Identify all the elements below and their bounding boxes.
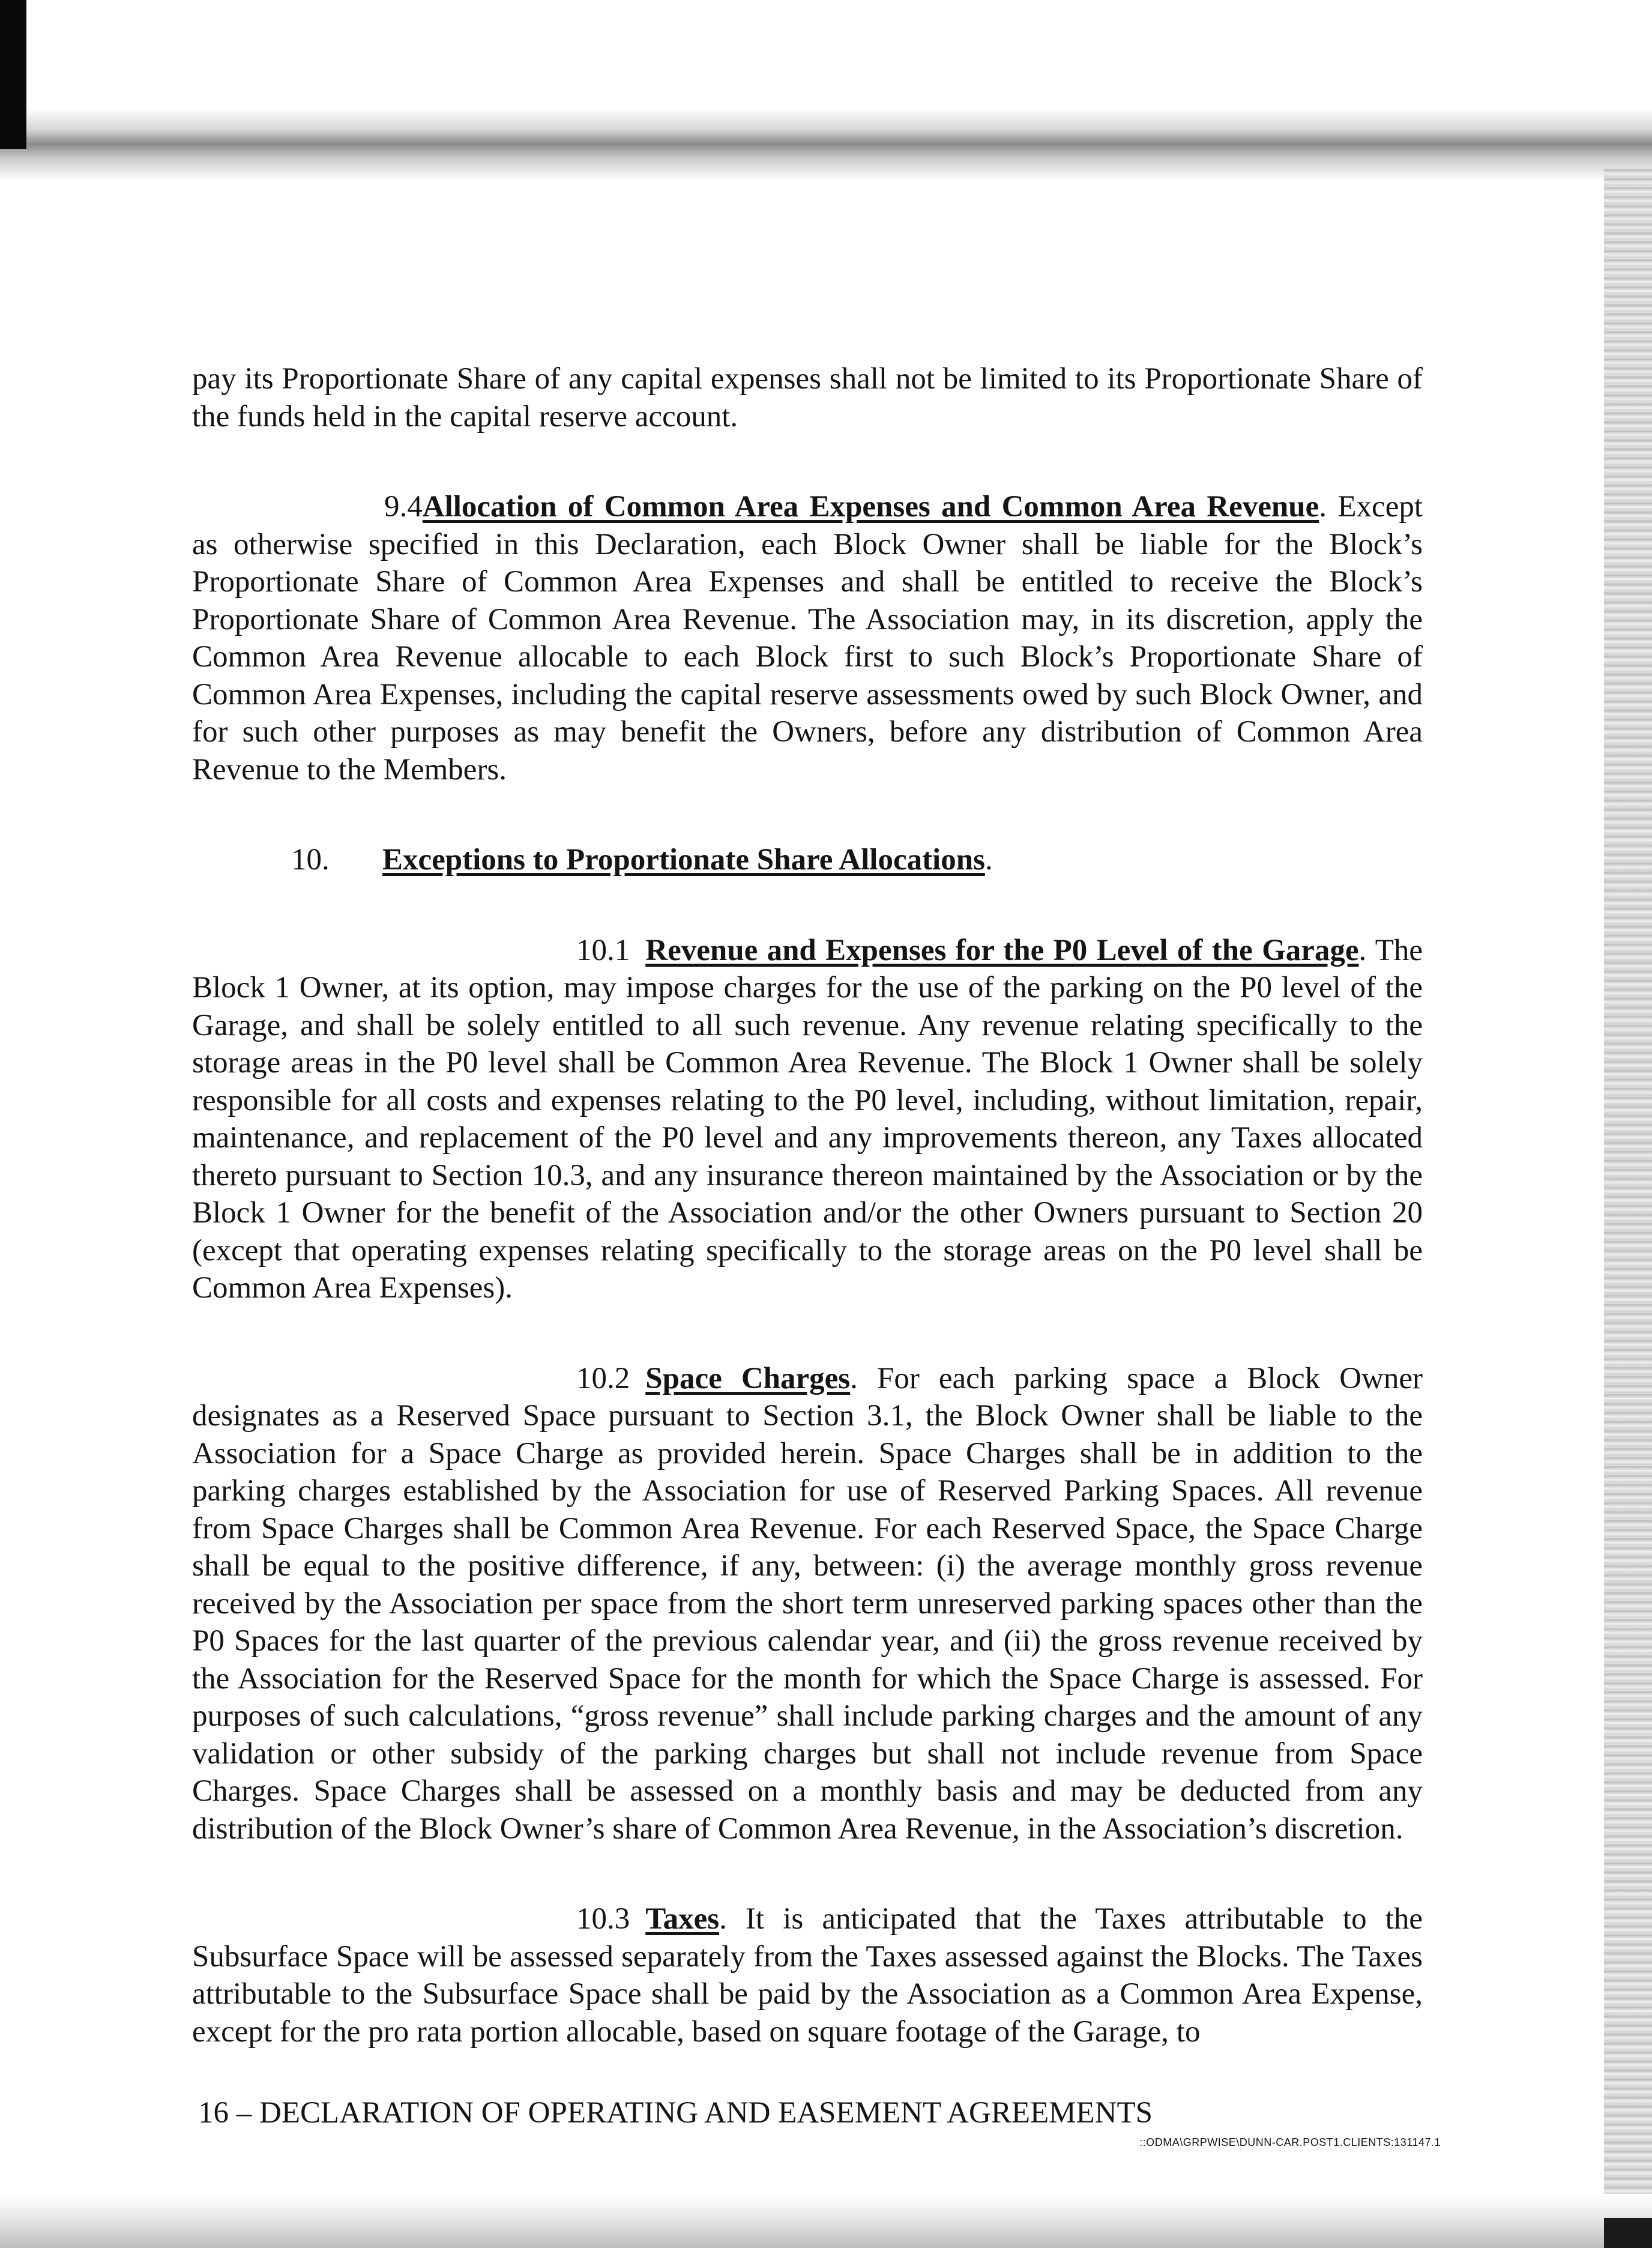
paragraph-gap: [192, 1307, 1423, 1360]
paragraph-gap: [192, 879, 1423, 932]
scan-hole-mark: [1604, 2218, 1652, 2248]
scan-bottom-edge: [0, 2194, 1652, 2248]
section-title: Taxes: [645, 1902, 720, 1936]
paragraph-continuation: pay its Proportionate Share of any capital expenses shall not be limited to its Proportionate Share of the funds held in the capital reserve account.: [192, 362, 1423, 434]
section-body: The Block 1 Owner, at its option, may impose charges for the use of the parking on the P0 level of the Garage, and shall be solely entitled to all such revenue. Any revenue relating specifically to the storage areas in the P0 level shall be Common Area Revenue. The Block 1 Owner shall be solely responsible for all costs and expenses relating to the P0 level, including, without limitation, repair, maintenance, and replacement of the P0 level and any improvements thereon, any Taxes allocated thereto pursuant to Section 10.3, and any insurance thereon maintained by the Association or by the Block 1 Owner for the benefit of the Association and/or the other Owners pursuant to Section 20 (except that operating expenses relating specifically to the storage areas on the P0 level shall be Common Area Expenses).: [192, 933, 1423, 1305]
paragraph-gap: [192, 788, 1423, 841]
section-10-heading: [192, 841, 1423, 879]
section-body: Except as otherwise specified in this Declaration, each Block Owner shall be liable for the Block’s Proportionate Share of Common Area Expenses and shall be entitled to receive the Block’s Proportionate Share of Common Area Revenue. The Association may, in its discretion, apply the Common Area Revenue allocable to each Block first to such Block’s Proportionate Share of Common Area Expenses, including the capital reserve assessments owed by such Block Owner, and for such other purposes as may benefit the Owners, before any distribution of Common Area Revenue to the Members.: [192, 490, 1423, 787]
section-number: 9.4: [384, 490, 423, 524]
section-number: 10.2: [576, 1361, 630, 1395]
title-period: .: [984, 843, 993, 877]
section-title: Revenue and Expenses for the P0 Level of the Garage: [645, 933, 1359, 967]
footer-document-reference: ::ODMA\GRPWISE\DUNN-CAR.POST1.CLIENTS:131147.1: [1139, 2136, 1441, 2148]
scan-right-edge: [1604, 168, 1652, 2248]
section-body: For each parking space a Block Owner designates as a Reserved Space pursuant to Section 3.1, the Block Owner shall be liable to the Association for a Space Charge as provided herein. Space Charges shall be in addition to the parking charges established by the Association for use of Reserved Parking Spaces. All revenue from Space Charges shall be Common Area Revenue. For each Reserved Space, the Space Charge shall be equal to the positive difference, if any, between: (i) the average monthly gross revenue received by the Association per space from the short term unreserved parking spaces other than the P0 Spaces for the last quarter of the previous calendar year, and (ii) the gross revenue received by the Association for the Reserved Space for the month for which the Space Charge is assessed. For purposes of such calculations, “gross revenue” shall include parking charges and the amount of any validation or other subsidy of the parking charges but shall not include revenue from Space Charges. Space Charges shall be assessed on a monthly basis and may be deducted from any distribution of the Block Owner’s share of Common Area Revenue, in the Association’s discretion.: [192, 1361, 1423, 1846]
footer-title: 16 – DECLARATION OF OPERATING AND EASEMENT AGREEMENTS: [198, 2096, 1153, 2130]
paragraph-gap: [192, 1848, 1423, 1900]
title-period: .: [1358, 933, 1367, 967]
section-9-4: [192, 488, 1423, 788]
section-10-3: [192, 1900, 1423, 2050]
section-10-1: [192, 932, 1423, 1307]
section-number: 10.1: [576, 933, 630, 967]
document-page: [192, 360, 1423, 2050]
section-body: It is anticipated that the Taxes attributable to the Subsurface Space will be assessed separately from the Taxes assessed against the Blocks. The Taxes attributable to the Subsurface Space shall be paid by the Association as a Common Area Expense, except for the pro rata portion allocable, based on square footage of the Garage, to: [192, 1902, 1423, 2049]
scan-top-shadow: [0, 0, 1652, 180]
title-period: .: [719, 1902, 727, 1936]
section-title: Allocation of Common Area Expenses and Common Area Revenue: [422, 490, 1319, 524]
section-title: Space Charges: [645, 1361, 851, 1395]
section-number: 10.: [291, 843, 330, 877]
scan-corner-mark: [0, 0, 26, 149]
section-10-2: [192, 1360, 1423, 1848]
section-number: 10.3: [576, 1902, 630, 1936]
title-period: .: [1319, 490, 1327, 524]
paragraph-gap: [192, 435, 1423, 488]
section-title: Exceptions to Proportionate Share Allocations: [382, 843, 985, 877]
title-period: .: [850, 1361, 858, 1395]
